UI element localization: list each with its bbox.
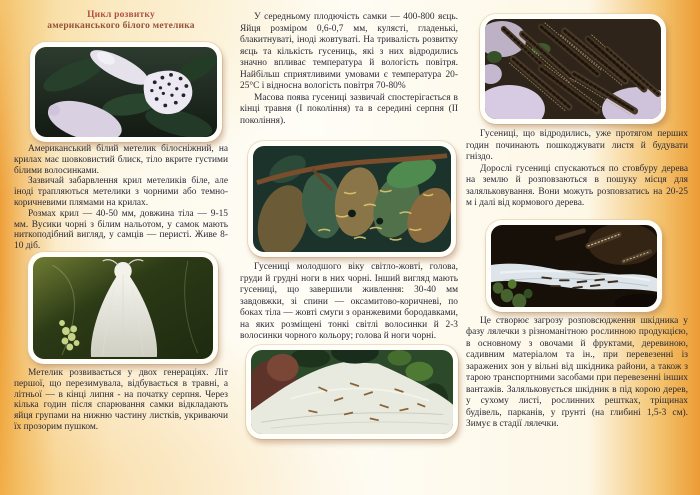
moth-photo-art xyxy=(33,257,213,359)
paragraph: У середньому плодючість самки — 400-800 яєць. Яйця розміром 0,6-0,7 мм, кулясті, гладенькі, блакитнуваті, іноді жовтуваті. На тривалість розвитку яєць та кількість гусениць, які з них відродились значно впливає температура й вологість повітря. Найбільш сприятливими умовами є температура 20-25°С і відносна вологість повітря 70-80% xyxy=(240,12,458,91)
paragraph: Метелик розвивається у двох генераціях. Літ першої, що перезимувала, відбувається в травні, а літньої — в кінці липня - на початку серпня. Через кілька годин після спарювання самки відкладають яйця групами на нижню частину листків, укриваючи їх прозорим пушком. xyxy=(14,367,228,432)
page-title-line2: американського білого метелика xyxy=(47,21,195,31)
paragraph: Розмах крил — 40-50 мм, довжина тіла — 9-15 мм. Вусики чорні з білим нальотом, у самок мають ниткоподібний вигляд, у самців — перисті. Живе 8-10 діб. xyxy=(14,208,228,252)
paragraph: Американський білий метелик білосніжний, на крилах має шовковистий блиск, тіло вкрите густими білими волосинками. xyxy=(14,144,228,176)
paragraph: Гусениці молодшого віку світло-жовті, голова, груди й грудні ноги в них чорні. Інший вигляд мають гусениці, що завершили живлення: 30-40 мм завдовжки, зі спини — оксамитово-коричневі, по боках тіла — жовті смуги з оранжевими бородавками, на яких розміщені тонкі світлі волосинки й 2-3 волосинки чорного кольору; голова й ноги чорні. xyxy=(240,262,458,341)
photo-hairy-caterpillars-cluster xyxy=(480,14,666,124)
paragraph: Зазвичай забарвлення крил метеликів біле, але іноді трапляються метелики з чорними або темно-коричневими плямами на крилах. xyxy=(14,176,228,208)
panel-left xyxy=(14,10,228,433)
larvae-leaves-photo-art xyxy=(253,146,451,252)
moth-description-text xyxy=(14,144,228,252)
fecundity-text xyxy=(240,12,458,127)
caterpillars-silk-photo-art xyxy=(491,225,657,307)
moths-photo-art xyxy=(35,47,217,137)
spread-threat-text xyxy=(466,316,688,431)
photo-white-moth-with-eggs xyxy=(28,252,218,364)
caterpillar-cluster-photo-art xyxy=(485,19,661,119)
page-title-line1: Цикл розвитку xyxy=(87,10,155,20)
paragraph: Масова поява гусениці зазвичай спостерігається в кінці травня (І покоління) та в середині серпня (ІІ покоління). xyxy=(240,92,458,126)
page-title xyxy=(14,10,228,32)
panel-right xyxy=(466,8,688,431)
photo-caterpillars-on-silk xyxy=(486,220,662,312)
paragraph: Це створює загрозу розповсюдження шкідника у фазу лялечки з різноманітною рослинною продукцією, в основному з овочами й фруктами, деревиною, садивним матеріалом та ін., при перевезенні із заражених зон у вільні від шкідника райони, а також з тарою транспортними засобами при перевезенні інших вантажів. Заляльковується шкідник в під корою дерев, у сухому листі, рослинних рештках, тріщинах будівель, парканів, у ґрунті (на глибині 1,5-3 см). Зимує в стадії лялечки. xyxy=(466,315,688,429)
paragraph: Гусениці, що відродились, уже протягом перших годин починають пошкоджувати листя й будувати гніздо. xyxy=(466,129,688,162)
larvae-description-text xyxy=(240,262,458,343)
web-nest-photo-art xyxy=(251,350,453,434)
paragraph: Дорослі гусениці спускаються по стовбуру дерева на землю й розповзаються в пошуку місця для заляльковування. Вони можуть розповзатись на 20-25 м і далі від кормового дерева. xyxy=(466,163,688,208)
photo-white-moths-pair xyxy=(30,42,222,142)
photo-young-larvae-on-leaves xyxy=(248,141,456,257)
hatched-larvae-text xyxy=(466,129,688,210)
generations-text xyxy=(14,368,228,433)
photo-web-nest xyxy=(246,345,458,439)
panel-middle xyxy=(240,12,458,439)
